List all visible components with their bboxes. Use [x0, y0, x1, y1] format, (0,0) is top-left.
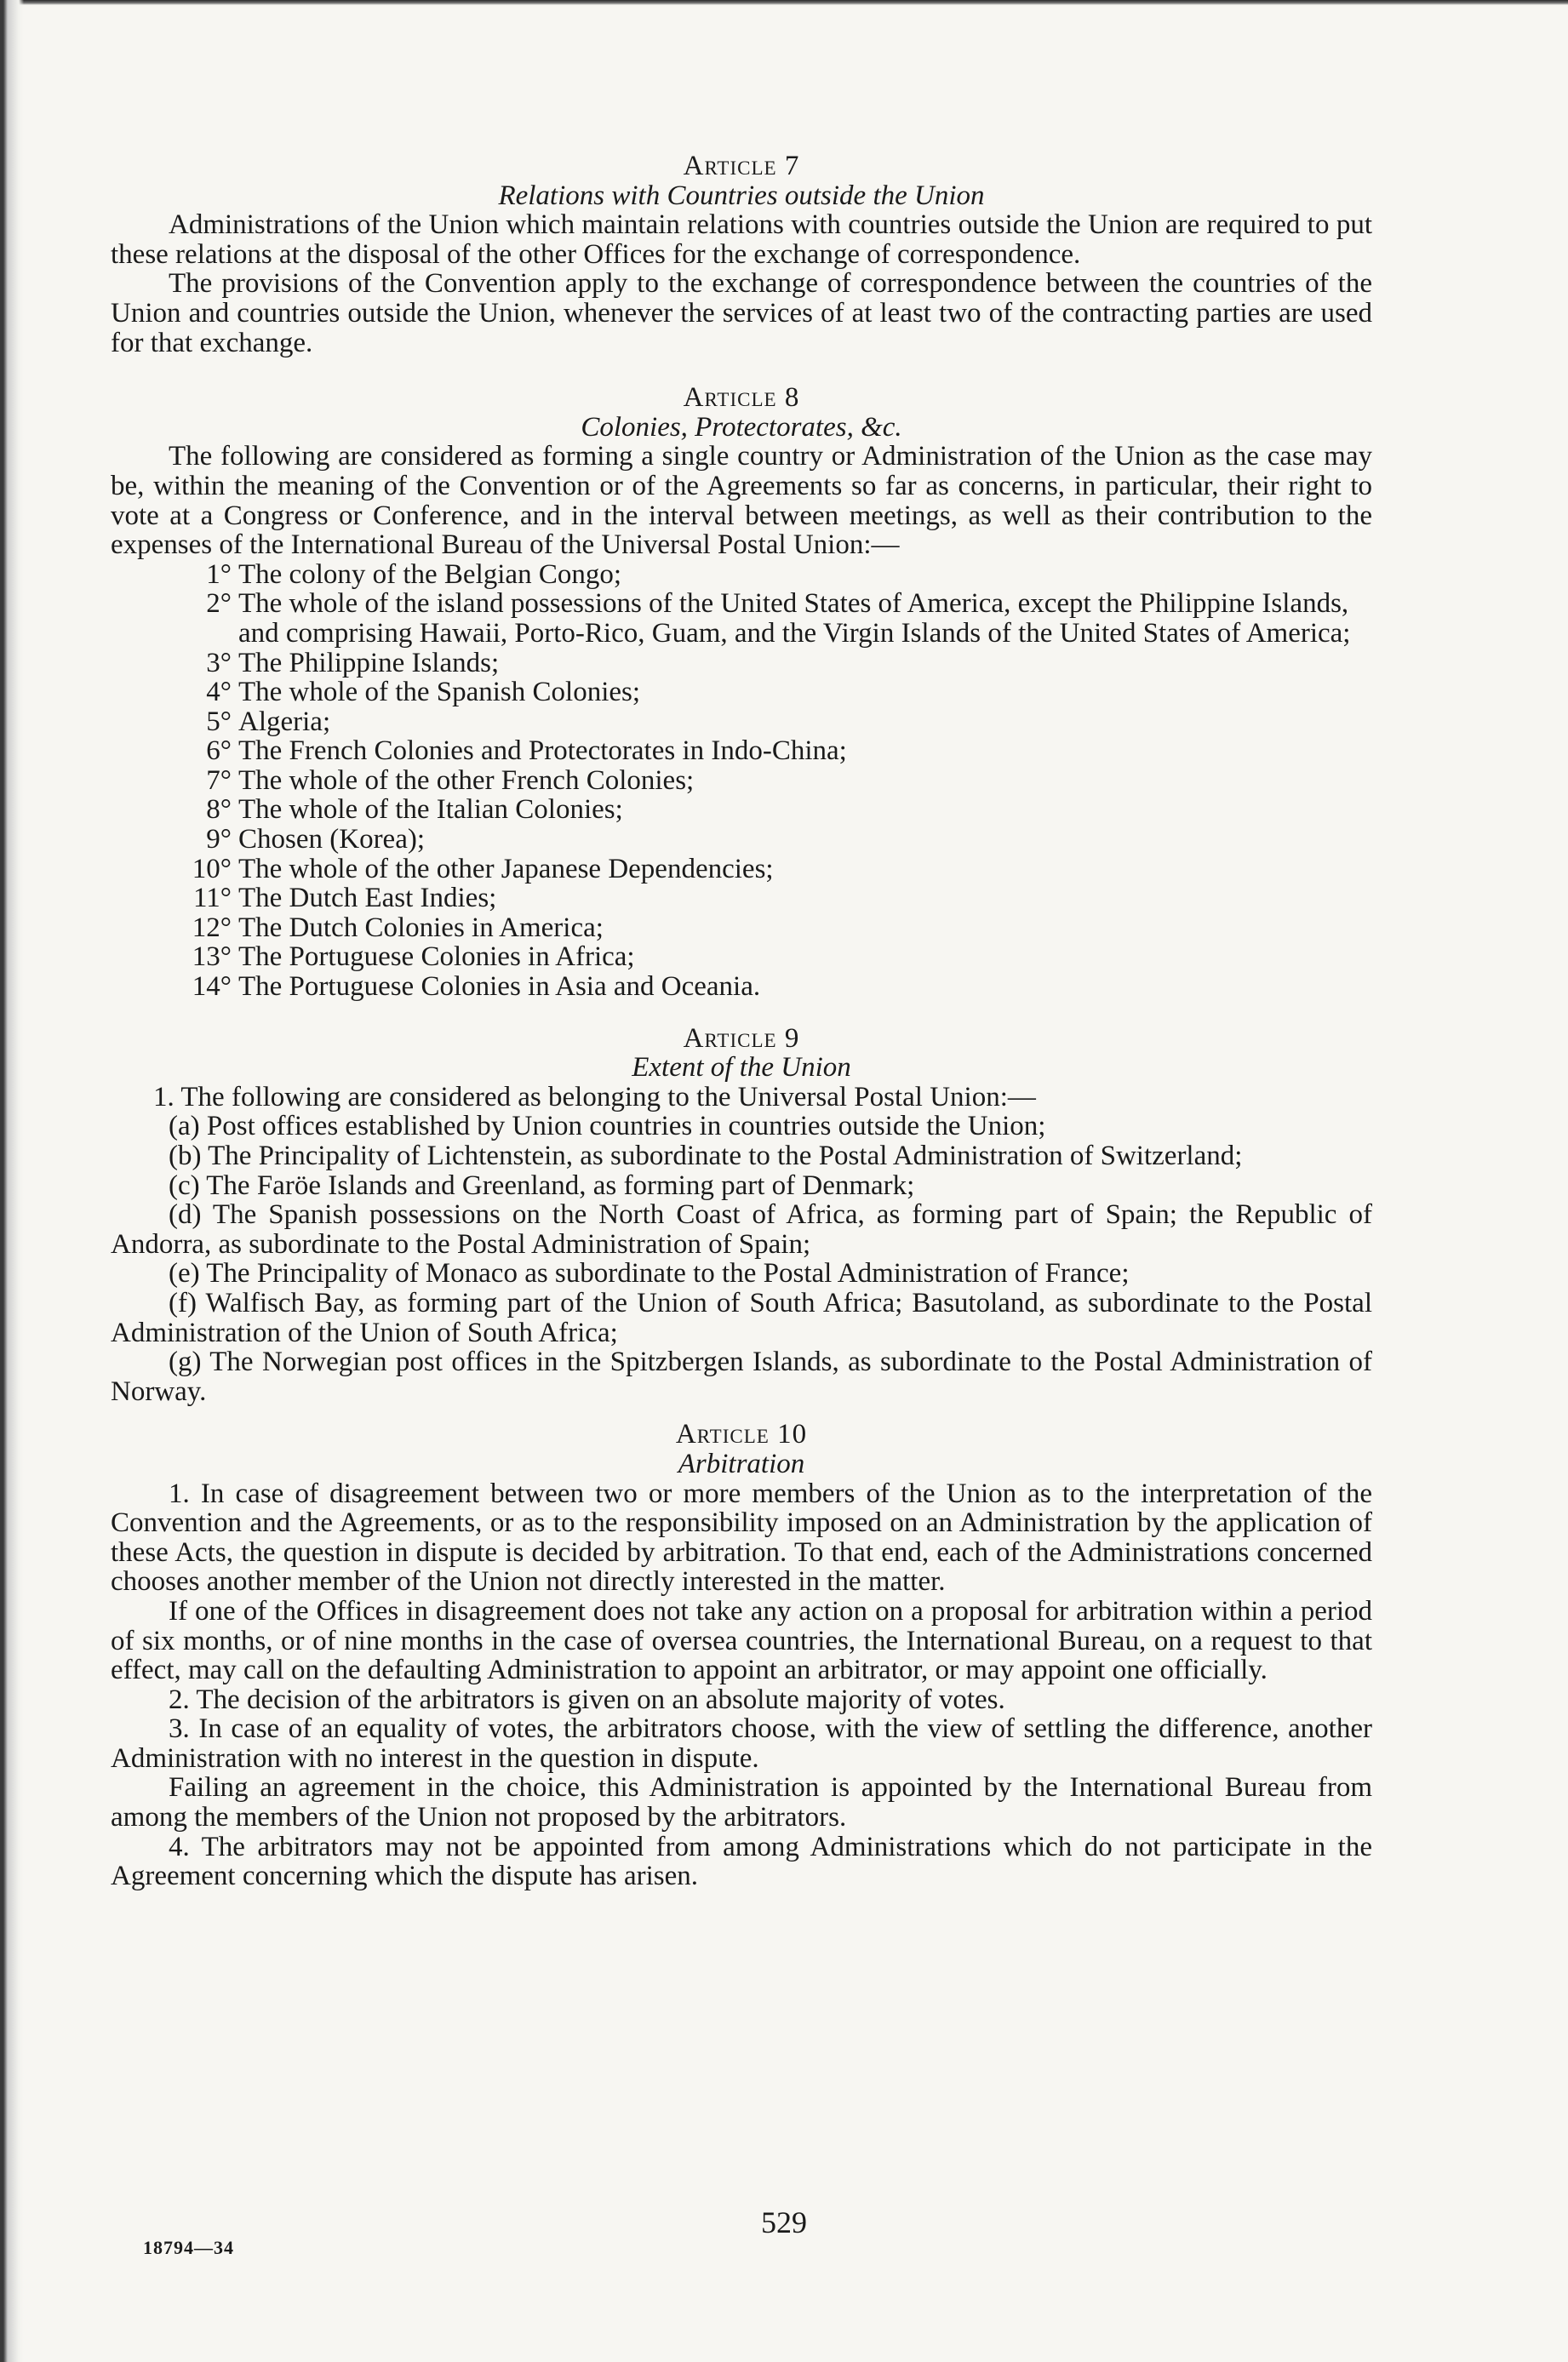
paragraph: Administrations of the Union which maintain relations with countries outside the Union are required to put these relations at the disposal of the other Offices for the exchange of correspondence.	[111, 209, 1372, 270]
list-item: 3° The Philippine Islands;	[206, 647, 500, 678]
paragraph: Failing an agreement in the choice, this Administration is appointed by the International Bureau from among the members of the Union not proposed by the arbitrators.	[111, 1772, 1372, 1833]
extent-list	[111, 1112, 1372, 1406]
article-heading: Article 9	[683, 1022, 800, 1054]
list-item: 4° The whole of the Spanish Colonies;	[206, 677, 641, 708]
list-item: 11° The Dutch East Indies;	[193, 883, 497, 914]
print-code: 18794—34	[143, 2237, 234, 2258]
article-10	[111, 1420, 1372, 1891]
paragraph: The provisions of the Convention apply to the exchange of correspondence between the countries of the Union and countries outside the Union, whenever the services of at least two of the contracting parties are used for that exchange.	[111, 268, 1372, 358]
scan-border-top	[0, 0, 1568, 5]
list-item: 5° Algeria;	[206, 706, 331, 737]
article-title: Colonies, Protectorates, &c.	[581, 411, 902, 443]
paragraph: 2. The decision of the arbitrators is given on an absolute majority of votes.	[169, 1684, 1005, 1715]
article-8	[111, 383, 1372, 1001]
list-item: 1° The colony of the Belgian Congo;	[206, 558, 621, 590]
list-item: 14° The Portuguese Colonies in Asia and Oceania.	[192, 971, 761, 1003]
article-title: Arbitration	[678, 1448, 805, 1479]
paragraph: 4. The arbitrators may not be appointed from among Administrations which do not participate in the Agreement concerning which the dispute has arisen.	[111, 1831, 1372, 1892]
list-item: 6° The French Colonies and Protectorates in Indo-China;	[206, 735, 847, 767]
scan-border-left	[0, 0, 24, 2362]
paragraph: If one of the Offices in disagreement does not take any action on a proposal for arbitration within a period of six months, or of nine months in the case of oversea countries, the International Bureau, on a request to that effect, may call on the defaulting Administration to appoint an arbitrator, or may appoint one officially.	[111, 1595, 1372, 1686]
list-item: 8° The whole of the Italian Colonies;	[206, 794, 623, 826]
article-title: Relations with Countries outside the Union	[498, 180, 985, 211]
list-item: (g) The Norwegian post offices in the Spitzbergen Islands, as subordinate to the Postal Administration of Norway.	[111, 1347, 1372, 1407]
article-9	[111, 1024, 1372, 1407]
list-item: (d) The Spanish possessions on the North Coast of Africa, as forming part of Spain; the Republic of Andorra, as subordinate to the Postal Administration of Spain;	[111, 1199, 1372, 1260]
paragraph: The following are considered as forming a single country or Administration of the Union as the case may be, within the meaning of the Convention or of the Agreements so far as concerns, in particular, their right to vote at a Congress or Conference, and in the interval between meetings, as well as their contribution to the expenses of the International Bureau of the Universal Postal Union:—	[111, 441, 1372, 561]
list-item: (b) The Principality of Lichtenstein, as subordinate to the Postal Administration of Switzerland;	[169, 1141, 1243, 1171]
colonies-list	[175, 560, 1372, 1002]
paragraph: 1. In case of disagreement between two or more members of the Union as to the interpretation of the Convention and the Agreements, or as to the responsibility imposed on an Administration by the application of these Acts, the question in dispute is decided by arbitration. To that end, each of the Administrations concerned chooses another member of the Union not directly interested in the matter.	[111, 1478, 1372, 1598]
list-item: (c) The Faröe Islands and Greenland, as forming part of Denmark;	[169, 1170, 915, 1201]
document-page	[111, 152, 1372, 1891]
article-heading: Article 10	[675, 1419, 808, 1450]
list-item: 7° The whole of the other French Colonies;	[206, 764, 695, 796]
paragraph: 1. The following are considered as belonging to the Universal Postal Union:—	[153, 1081, 1036, 1112]
article-7	[111, 152, 1372, 357]
article-heading: Article 8	[683, 382, 800, 414]
list-item: (e) The Principality of Monaco as subordinate to the Postal Administration of France;	[169, 1258, 1130, 1290]
list-item: 10° The whole of the other Japanese Dependencies;	[192, 853, 774, 884]
article-title: Extent of the Union	[632, 1052, 851, 1084]
list-item: (f) Walfisch Bay, as forming part of the Union of South Africa; Basutoland, as subordinate to the Postal Administration of the Union of South Africa;	[111, 1287, 1372, 1348]
list-item: 13° The Portuguese Colonies in Africa;	[192, 941, 635, 973]
list-item: 9° Chosen (Korea);	[206, 824, 426, 855]
list-item: 12° The Dutch Colonies in America;	[192, 912, 604, 943]
paragraph: 3. In case of an equality of votes, the arbitrators choose, with the view of settling the difference, another Administration with no interest in the question in dispute.	[111, 1713, 1372, 1774]
page-number: 529	[761, 2205, 807, 2239]
list-item: (a) Post offices established by Union countries in countries outside the Union;	[169, 1111, 1046, 1142]
article-heading: Article 7	[683, 151, 800, 181]
list-item: 2° The whole of the island possessions of the United States of America, except the Philippine Islands, and comprising Hawaii, Porto-Rico, Guam, and the Virgin Islands of the United States of America;	[206, 588, 1351, 649]
